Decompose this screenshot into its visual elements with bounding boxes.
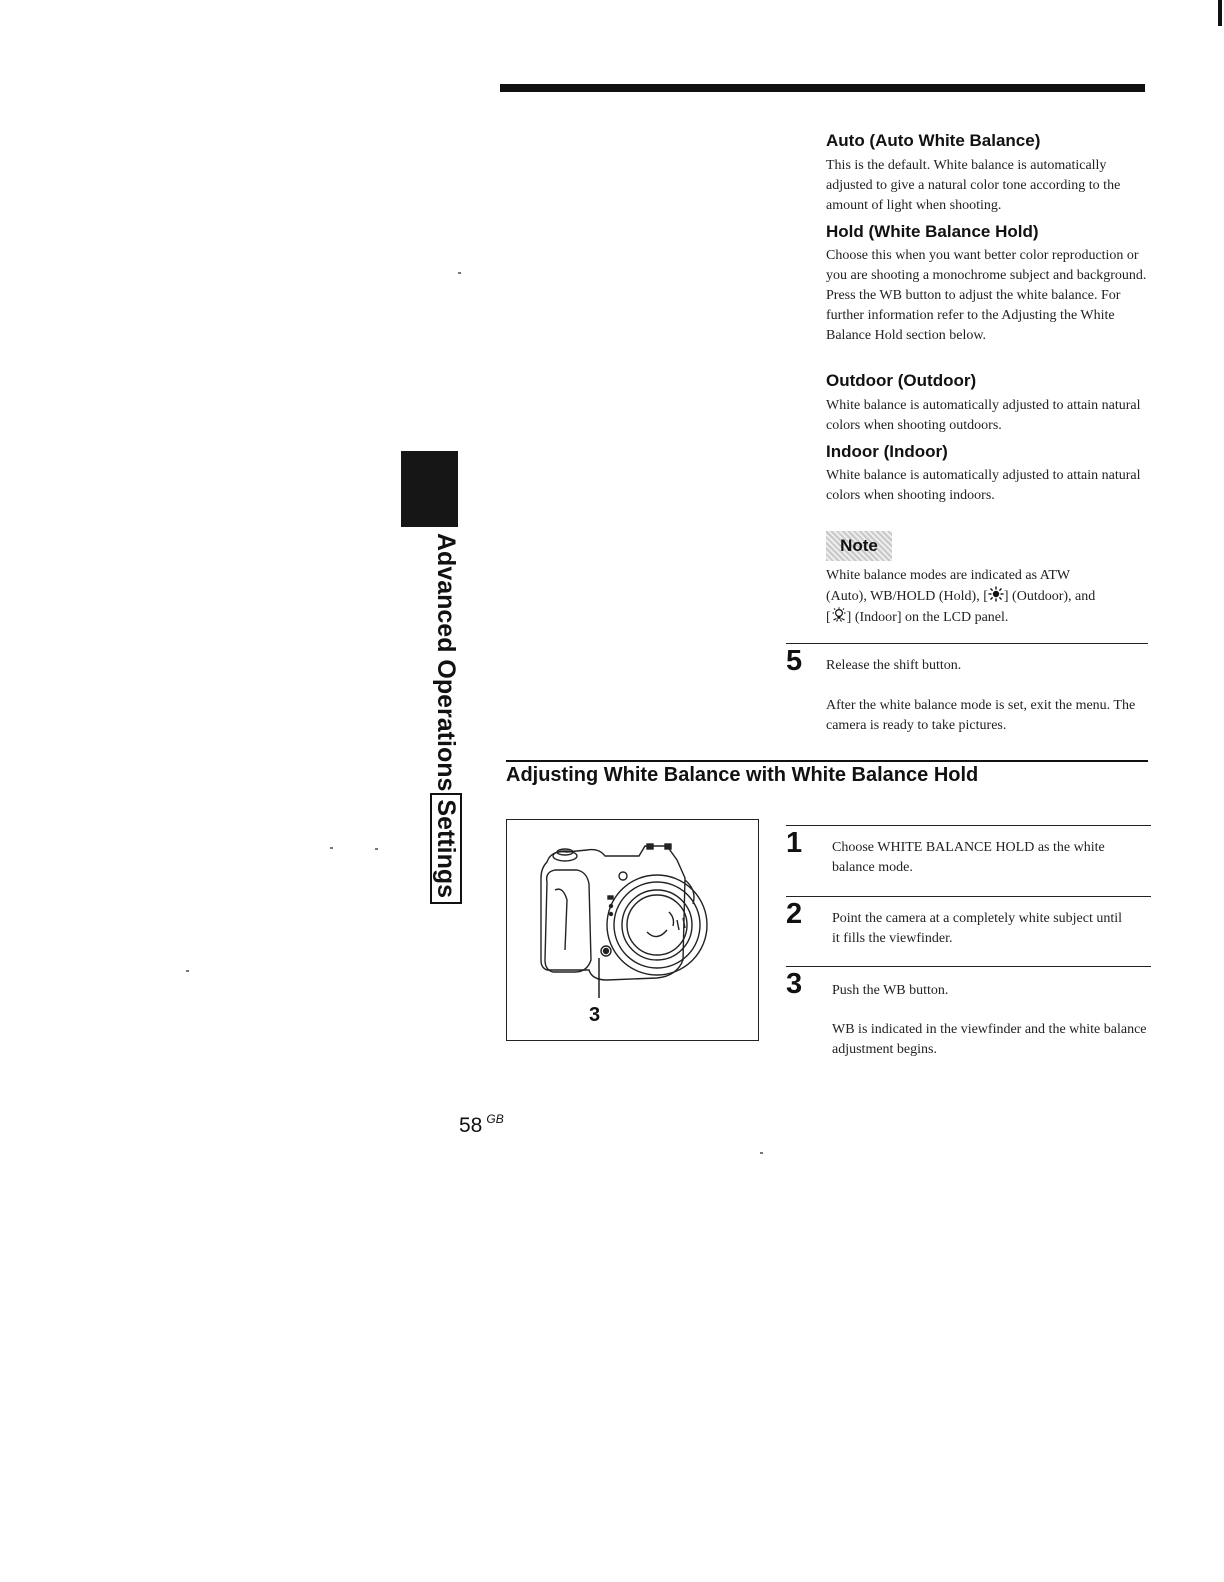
chapter-tab	[429, 533, 463, 899]
note-line-2: (Auto), WB/HOLD (Hold), [ ] (Outdoor), and	[826, 586, 1148, 607]
header-rule	[500, 84, 1145, 92]
section-rule	[506, 760, 1148, 762]
step-divider	[786, 643, 1148, 644]
page-number: 58 $^{GB}$	[459, 1112, 504, 1137]
section-title: Adjusting White Balance with White Balance Hold	[506, 764, 979, 786]
mode-title-hold: Hold (White Balance Hold)	[826, 222, 1039, 241]
mode-title-auto: Auto (Auto White Balance)	[826, 131, 1041, 150]
figure-callout-3: 3	[589, 1004, 601, 1026]
step-5-result: After the white balance mode is set, exit the menu. The camera is ready to take pictures.	[826, 698, 1136, 733]
camera-figure	[506, 819, 759, 1041]
step-2-number: 2	[786, 898, 803, 930]
light-bulb-icon	[831, 607, 847, 623]
sun-icon	[988, 586, 1004, 602]
scan-speck	[186, 970, 189, 972]
scan-edge-mark	[1218, 0, 1222, 26]
scan-speck	[760, 1152, 763, 1154]
step-2-text: Point the camera at a completely white subject until it fills the viewfinder.	[832, 911, 1123, 946]
mode-title-outdoor: Outdoor (Outdoor)	[826, 371, 977, 390]
scan-speck	[330, 847, 333, 849]
step-3-text: Push the WB button.	[832, 983, 949, 998]
mode-desc-outdoor: White balance is automatically adjusted to attain natural colors when shooting outdoors.	[826, 398, 1141, 433]
mode-desc-indoor: White balance is automatically adjusted to attain natural colors when shooting indoors.	[826, 468, 1141, 503]
page-language-code: GB	[486, 1112, 504, 1126]
note-line-3: [ ] (Indoor] on the LCD panel.	[826, 607, 1148, 628]
step-3-number: 3	[786, 968, 803, 1000]
step-divider	[786, 896, 1151, 897]
note-text	[826, 566, 1148, 628]
step-5-instruction: Release the shift button.	[826, 658, 962, 673]
step-divider	[786, 966, 1151, 967]
chapter-tab-label: Advanced Operations	[432, 533, 460, 792]
scan-speck	[458, 272, 461, 274]
note-badge: Note	[826, 531, 892, 561]
mode-desc-hold: Choose this when you want better color reproduction or you are shooting a monochrome subject and background. Press the WB button to adjust the white balance. For further information refer to the Adjusting the White Balance Hold section below.	[826, 248, 1147, 343]
step-divider	[786, 825, 1151, 826]
scan-speck	[375, 848, 378, 850]
step-1-text: Choose WHITE BALANCE HOLD as the white balance mode.	[832, 840, 1105, 875]
mode-desc-auto: This is the default. White balance is automatically adjusted to give a natural color tone according to the amount of light when shooting.	[826, 158, 1121, 213]
camera-illustration	[507, 820, 757, 1039]
mode-title-indoor: Indoor (Indoor)	[826, 442, 948, 461]
step-1-number: 1	[786, 827, 803, 859]
chapter-tab-boxed-label: Settings	[430, 793, 462, 904]
note-line-1: White balance modes are indicated as ATW	[826, 568, 1071, 583]
step-5-number: 5	[786, 645, 803, 677]
step-3-result: WB is indicated in the viewfinder and the white balance adjustment begins.	[832, 1022, 1147, 1057]
chapter-marker-block	[401, 451, 458, 527]
